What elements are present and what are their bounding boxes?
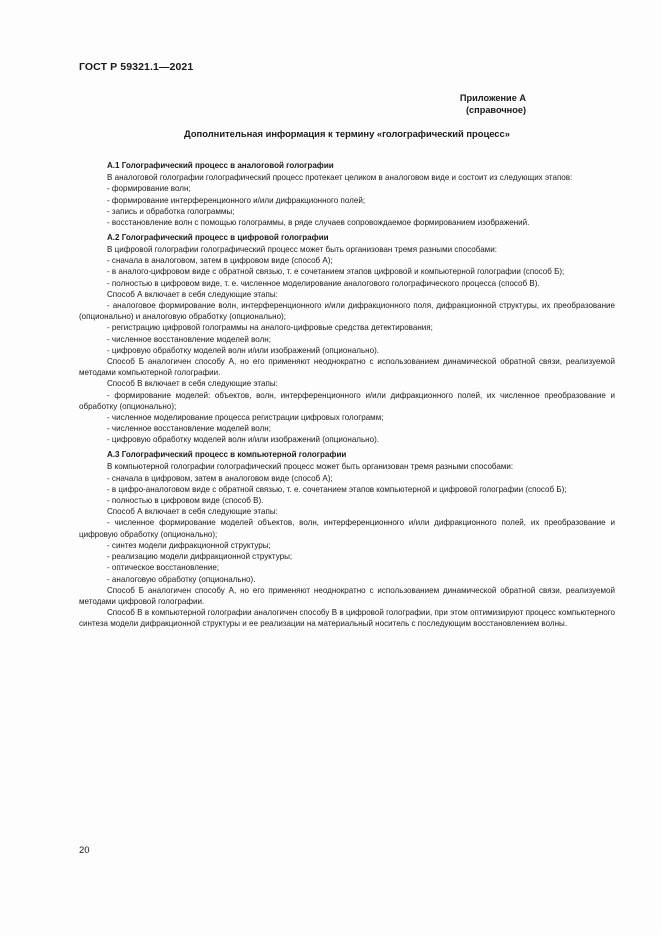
appendix-label: Приложение А (459, 93, 526, 103)
list-item: - регистрацию цифровой голограммы на аналого-цифровые средства детектирования; (107, 323, 433, 333)
list-item: - численное моделирование процесса регистрации цифровых голограмм; (107, 413, 384, 423)
paragraph: В цифровой голографии голографический процесс может быть организован тремя разными способами: (107, 245, 497, 255)
list-item: - численное восстановление моделей волн; (107, 424, 271, 434)
paragraph: Способ В включает в себя следующие этапы: (107, 379, 278, 389)
list-item: - аналоговое формирование волн, интерференционного и/или дифракционного поля, дифракционной структуры, их преобразование (опционально) и аналоговую обработку (опционально); (79, 301, 615, 322)
paragraph: Способ Б аналогичен способу А, но его применяют неоднократно с использованием динамической обратной связи, реализуемой методами компьютерной голографии. (79, 357, 615, 378)
list-item: - формирование моделей: объектов, волн, интерференционного и/или дифракционного полей, их численное преобразование и обработку (опционально); (79, 390, 615, 411)
list-item: - численное формирование моделей объектов, волн, интерференционного и/или дифракционного полей, их преобразование и цифровую обработку (опционально); (79, 518, 615, 539)
list-item: - запись и обработка голограммы; (107, 206, 235, 216)
page-number: 20 (79, 845, 90, 856)
list-item: - формирование волн; (107, 184, 191, 194)
list-item: - оптическое восстановление; (107, 563, 220, 573)
appendix-title: Дополнительная информация к термину «голографический процесс» (184, 128, 510, 139)
appendix-type: (справочное) (465, 105, 526, 115)
list-item: - реализацию модели дифракционной структуры; (107, 552, 293, 562)
section-heading: А.3 Голографический процесс в компьютерной голографии (107, 450, 347, 460)
document-body (79, 160, 615, 630)
list-item: - аналоговую обработку (опционально). (107, 574, 256, 584)
list-item: - цифровую обработку моделей волн и/или изображений (опционально). (107, 345, 380, 355)
list-item: - формирование интерференционного и/или дифракционного полей; (107, 195, 366, 205)
list-item: - сначала в цифровом, затем в аналоговом виде (способ А); (107, 473, 333, 483)
paragraph: Способ А включает в себя следующие этапы: (107, 507, 278, 517)
list-item: - в цифро-аналоговом виде с обратной связью, т. е. сочетанием этапов компьютерной и цифровой голографии (способ Б); (107, 484, 567, 494)
list-item: - полностью в цифровом виде, т. е. численное моделирование аналогового голографического процесса (способ В). (107, 278, 540, 288)
paragraph: Способ А включает в себя следующие этапы: (107, 289, 278, 299)
list-item: - синтез модели дифракционной структуры; (107, 540, 271, 550)
paragraph: Способ Б аналогичен способу А, но его применяют неоднократно с использованием динамической обратной связи, реализуемой методами цифровой голографии. (79, 585, 615, 606)
paragraph: В компьютерной голографии голографический процесс может быть организован тремя разными способами: (107, 462, 514, 472)
list-item: - численное восстановление моделей волн; (107, 334, 271, 344)
paragraph: В аналоговой голографии голографический процесс протекает целиком в аналоговом виде и состоит из следующих этапов: (107, 173, 573, 183)
section-heading: А.1 Голографический процесс в аналоговой голографии (107, 161, 334, 170)
section-heading: А.2 Голографический процесс в цифровой голографии (107, 232, 329, 242)
standard-id: ГОСТ Р 59321.1—2021 (79, 61, 194, 73)
list-item: - сначала в аналоговом, затем в цифровом виде (способ А); (107, 256, 333, 266)
list-item: - восстановление волн с помощью голограммы, в ряде случаев сопровождаемое формированием изображений. (107, 218, 530, 228)
paragraph: Способ В в компьютерной голографии аналогичен способу В в цифровой голографии, при этом оптимизируют процесс компьютерного синтеза модели дифракционной структуры и ее реализации на материальный носитель с последующим восстановлением волны. (79, 608, 615, 629)
list-item: - цифровую обработку моделей волн и/или изображений (опционально). (107, 435, 380, 445)
list-item: - полностью в цифровом виде (способ В). (107, 496, 264, 506)
list-item: - в аналого-цифровом виде с обратной связью, т. е сочетанием этапов цифровой и компьютерной голографии (способ Б); (107, 267, 565, 277)
